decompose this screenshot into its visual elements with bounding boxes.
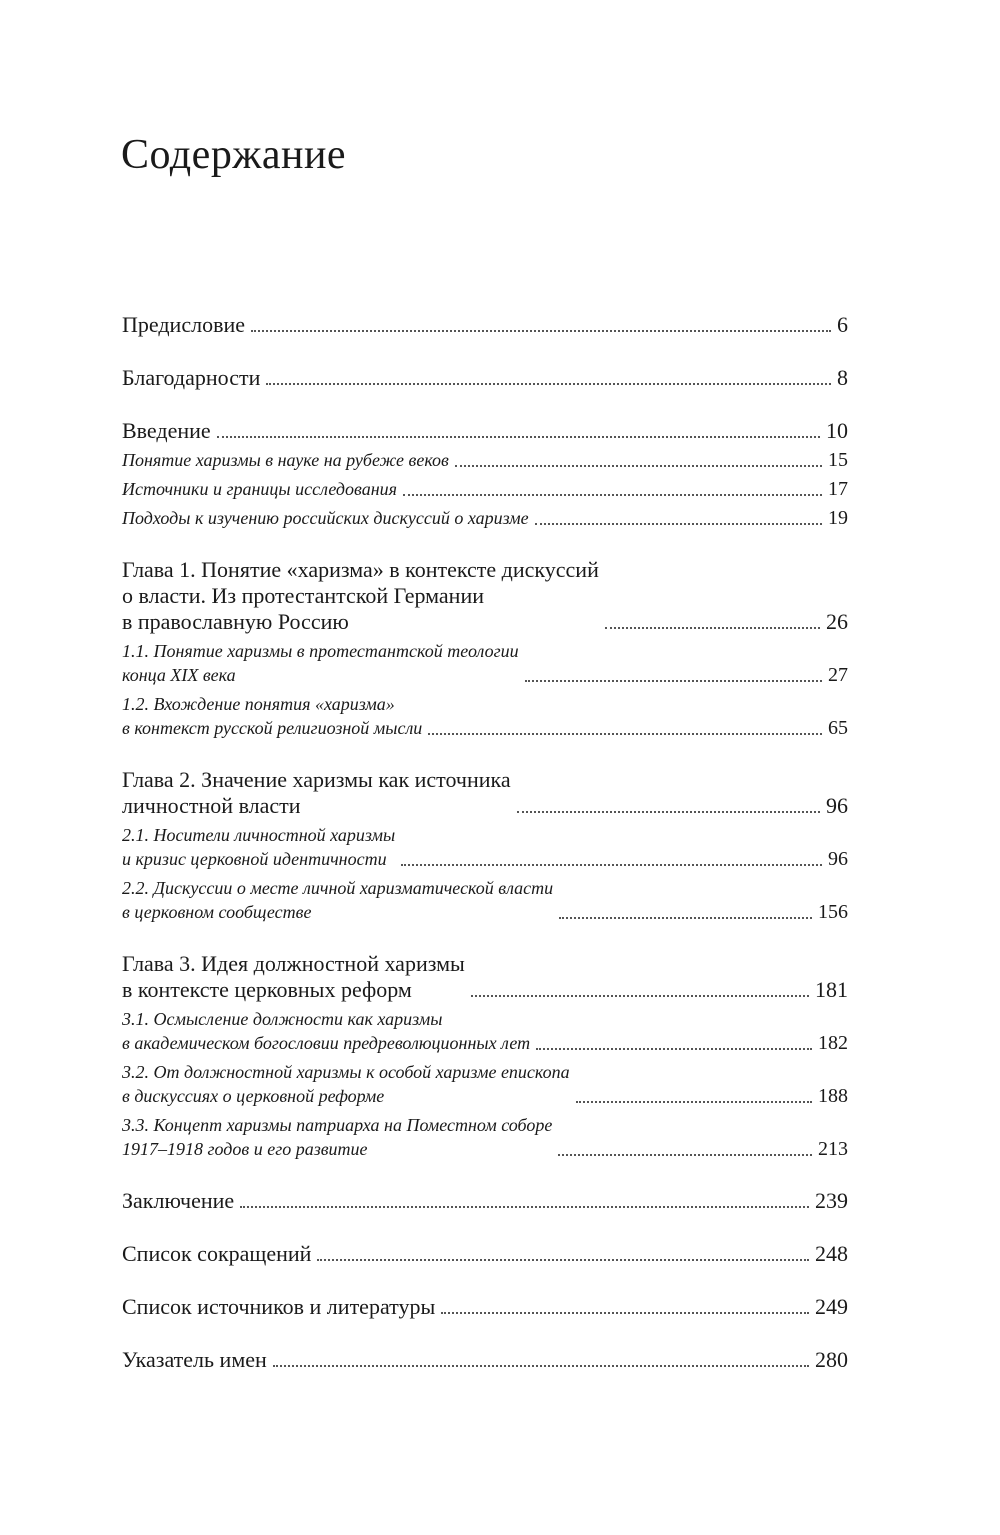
toc-section-chapter-2: [122, 767, 848, 924]
toc-entry-line: в православную Россию: [122, 609, 349, 634]
toc-page-number: 213: [818, 1138, 848, 1160]
toc-page-number: 19: [828, 507, 848, 529]
toc-subentry[interactable]: [122, 448, 848, 472]
dot-leader: [576, 1101, 812, 1103]
toc-entry-title: [122, 557, 599, 635]
dot-leader: [536, 1048, 812, 1050]
toc-page-number: 65: [828, 717, 848, 739]
dot-leader: [517, 811, 820, 813]
dot-leader: [455, 465, 822, 467]
toc-subentry-line: 1.2. Вхождение понятия «харизма»: [122, 694, 395, 714]
toc-page-number: 188: [818, 1085, 848, 1107]
toc-subentry-line: конца XIX века: [122, 665, 236, 685]
dot-leader: [525, 680, 822, 682]
toc-entry-abbreviations[interactable]: [122, 1241, 848, 1267]
dot-leader: [428, 733, 822, 735]
toc-entry-label: Список сокращений: [122, 1241, 312, 1266]
toc-page-number: 96: [826, 793, 848, 818]
toc-subentry[interactable]: [122, 876, 848, 924]
toc-subentry-title: [122, 639, 519, 687]
dot-leader: [273, 1365, 809, 1367]
toc-entry-label: Введение: [122, 418, 211, 443]
dot-leader: [240, 1206, 809, 1208]
dot-leader: [605, 627, 820, 629]
toc-entry-line: о власти. Из протестантской Германии: [122, 583, 484, 608]
toc-subentry[interactable]: [122, 1113, 848, 1161]
dot-leader: [217, 436, 820, 438]
toc-subentry-line: 2.2. Дискуссии о месте личной харизматической власти: [122, 878, 554, 898]
toc-entry-chapter-1[interactable]: [122, 557, 848, 635]
toc-entry-label: Заключение: [122, 1188, 235, 1213]
toc-subentry-line: 2.1. Носители личностной харизмы: [122, 825, 396, 845]
toc-section-chapter-1: [122, 557, 848, 740]
dot-leader: [317, 1259, 809, 1261]
toc-subentry[interactable]: [122, 1060, 848, 1108]
toc-subentry[interactable]: [122, 506, 848, 530]
toc-page-number: 181: [815, 977, 848, 1002]
toc-subentry[interactable]: [122, 639, 848, 687]
toc-entry-chapter-2[interactable]: [122, 767, 848, 819]
toc-entry-label: Благодарности: [122, 365, 261, 390]
toc-subentry[interactable]: [122, 477, 848, 501]
toc-entry-intro[interactable]: [122, 418, 848, 444]
toc-page-number: 17: [828, 478, 848, 500]
toc-subentry-label: Подходы к изучению российских дискуссий о харизме: [122, 508, 529, 528]
dot-leader: [251, 330, 831, 332]
toc-page-number: 27: [828, 664, 848, 686]
toc-page-number: 182: [818, 1032, 848, 1054]
toc-subentry-line: в академическом богословии предреволюционных лет: [122, 1033, 531, 1053]
toc-entry-acknowledgements[interactable]: [122, 365, 848, 391]
toc-page-number: 6: [837, 312, 848, 337]
toc-page-number: 249: [815, 1294, 848, 1319]
toc-page-number: 15: [828, 449, 848, 471]
toc-subentry-title: [122, 1007, 530, 1055]
toc-subentry-title: [122, 692, 422, 740]
toc-subentry[interactable]: [122, 692, 848, 740]
toc-section-chapter-3: [122, 951, 848, 1161]
toc-subentry-label: Источники и границы исследования: [122, 479, 398, 499]
dot-leader: [401, 864, 822, 866]
toc-subentry[interactable]: [122, 1007, 848, 1055]
toc-subentry-line: в контекст русской религиозной мысли: [122, 718, 423, 738]
dot-leader: [559, 917, 812, 919]
toc-subentry-line: 3.3. Концепт харизмы патриарха на Поместном соборе: [122, 1115, 553, 1135]
toc-subentry-title: [122, 1060, 570, 1108]
toc-subentry-line: в церковном сообществе: [122, 902, 312, 922]
dot-leader: [558, 1154, 812, 1156]
toc-subentry-title: [122, 876, 553, 924]
toc-page-number: 8: [837, 365, 848, 390]
toc-section-intro: [122, 418, 848, 530]
toc-subentry-title: [122, 1113, 552, 1161]
toc-subentry-line: и кризис церковной идентичности: [122, 849, 387, 869]
dot-leader: [403, 494, 822, 496]
toc-entry-preface[interactable]: [122, 312, 848, 338]
toc-entry-title: [122, 767, 511, 819]
dot-leader: [471, 995, 809, 997]
toc-entry-conclusion[interactable]: [122, 1188, 848, 1214]
toc-entry-index[interactable]: [122, 1347, 848, 1373]
toc-page-number: 280: [815, 1347, 848, 1372]
toc-entry-line: личностной власти: [122, 793, 301, 818]
toc-subentry[interactable]: [122, 823, 848, 871]
toc-entry-line: Глава 1. Понятие «харизма» в контексте дискуссий: [122, 557, 599, 582]
dot-leader: [266, 383, 831, 385]
toc-entry-line: Глава 2. Значение харизмы как источника: [122, 767, 511, 792]
toc-page-number: 156: [818, 901, 848, 923]
toc-subentry-line: 3.1. Осмысление должности как харизмы: [122, 1009, 443, 1029]
toc-subentry-title: [122, 823, 395, 871]
toc-page-number: 239: [815, 1188, 848, 1213]
toc-entry-line: в контексте церковных реформ: [122, 977, 412, 1002]
toc-subentry-line: 1.1. Понятие харизмы в протестантской теологии: [122, 641, 519, 661]
toc-subentry-line: в дискуссиях о церковной реформе: [122, 1086, 385, 1106]
page-title: Содержание: [121, 132, 347, 178]
toc-subentry-label: Понятие харизмы в науке на рубеже веков: [122, 450, 449, 470]
toc-entry-label: Указатель имен: [122, 1347, 267, 1372]
dot-leader: [441, 1312, 809, 1314]
dot-leader: [535, 523, 822, 525]
toc-entry-sources[interactable]: [122, 1294, 848, 1320]
toc-subentry-line: 1917–1918 годов и его развитие: [122, 1139, 368, 1159]
toc-subentry-line: 3.2. От должностной харизмы к особой харизме епископа: [122, 1062, 570, 1082]
toc-entry-label: Список источников и литературы: [122, 1294, 436, 1319]
toc-entry-title: [122, 951, 465, 1003]
toc-page-number: 26: [826, 609, 848, 634]
toc-page-number: 248: [815, 1241, 848, 1266]
toc-entry-line: Глава 3. Идея должностной харизмы: [122, 951, 465, 976]
toc-entry-label: Предисловие: [122, 312, 245, 337]
table-of-contents: [122, 312, 848, 1400]
toc-page-number: 96: [828, 848, 848, 870]
toc-page-number: 10: [826, 418, 848, 443]
toc-entry-chapter-3[interactable]: [122, 951, 848, 1003]
